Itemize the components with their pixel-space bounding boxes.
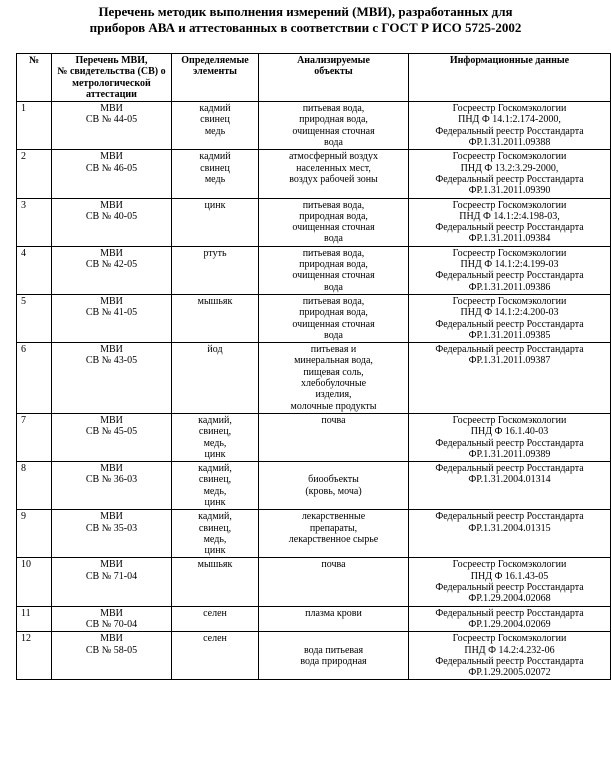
- cell-elements: [172, 632, 259, 680]
- cell-elements-line: кадмий,: [198, 463, 232, 475]
- cell-info-line: Госреестр Госкомэкологии: [452, 633, 567, 645]
- cell-objects-line: очищенная сточная: [292, 222, 375, 234]
- cell-elements-line: йод: [207, 344, 223, 356]
- cell-elements-line: мышьяк: [197, 559, 233, 571]
- table-header-row: [17, 54, 611, 102]
- cell-objects-line: биообъекты: [308, 474, 359, 486]
- cell-elements-line: кадмий,: [198, 511, 232, 523]
- cell-elements-line: селен: [203, 607, 227, 619]
- cell-objects-line: почва: [321, 559, 346, 571]
- cell-elements: [172, 413, 259, 461]
- cell-elements: [172, 462, 259, 510]
- cell-info-line: Федеральный реестр Росстандарта: [435, 582, 584, 594]
- cell-objects-line: [262, 463, 405, 474]
- cell-objects: [259, 198, 409, 246]
- cell-elements-line: ртуть: [203, 247, 227, 259]
- cell-objects-line: очищенная сточная: [292, 318, 375, 330]
- cell-objects-line: вода: [324, 233, 343, 245]
- table-row: [17, 150, 611, 198]
- cell-objects-line: питьевая вода,: [302, 295, 365, 307]
- cell-info: [409, 413, 611, 461]
- cell-objects-line: атмосферный воздух: [288, 151, 379, 163]
- header-elements: Определяемые элементы: [172, 54, 259, 102]
- cell-num: 10: [17, 558, 52, 606]
- cell-num: 3: [17, 198, 52, 246]
- cell-objects-line: изделия,: [315, 389, 352, 401]
- cell-info-line: Федеральный реестр Росстандарта: [435, 437, 584, 449]
- cell-elements-line: кадмий: [199, 103, 231, 115]
- table-body: [17, 102, 611, 680]
- cell-info-line: ФР.1.29.2005.02072: [468, 667, 551, 679]
- cell-mvi-line: МВИ: [100, 414, 123, 426]
- cell-objects: [259, 632, 409, 680]
- cell-objects-line: населенных мест,: [296, 162, 371, 174]
- cell-mvi-line: СВ № 40-05: [85, 210, 138, 222]
- cell-objects-line: плазма крови: [305, 607, 362, 619]
- cell-objects-line: питьевая и: [310, 344, 357, 356]
- cell-mvi: [52, 606, 172, 632]
- cell-info-line: ФР.1.31.2011.09387: [468, 355, 551, 367]
- cell-mvi: [52, 102, 172, 150]
- cell-info: [409, 558, 611, 606]
- cell-num: 6: [17, 343, 52, 414]
- table-row: [17, 413, 611, 461]
- cell-elements-line: свинец: [200, 162, 230, 174]
- cell-objects-line: хлебобулочные: [300, 378, 367, 390]
- cell-info-line: Госреестр Госкомэкологии: [452, 151, 567, 163]
- cell-info-line: ФР.1.31.2011.09390: [468, 185, 551, 197]
- cell-info: [409, 343, 611, 414]
- cell-mvi-line: СВ № 58-05: [85, 644, 138, 656]
- cell-objects-line: вода: [324, 281, 343, 293]
- cell-elements: [172, 510, 259, 558]
- cell-mvi-line: СВ № 70-04: [85, 618, 138, 630]
- cell-objects-line: молочные продукты: [290, 400, 377, 412]
- cell-num: 9: [17, 510, 52, 558]
- cell-mvi-line: СВ № 71-04: [85, 570, 138, 582]
- cell-info-line: ПНД Ф 16.1.40-03: [470, 426, 549, 438]
- cell-info-line: ПНД Ф 14.2:4.232-06: [464, 644, 555, 656]
- cell-objects-line: питьевая вода,: [302, 199, 365, 211]
- cell-objects-line: (кровь, моча): [305, 485, 362, 497]
- cell-info: [409, 510, 611, 558]
- cell-objects-line: вода природная: [300, 655, 367, 667]
- cell-info-line: Госреестр Госкомэкологии: [452, 295, 567, 307]
- cell-num: 5: [17, 294, 52, 342]
- cell-info-line: Госреестр Госкомэкологии: [452, 103, 567, 115]
- cell-info-line: Госреестр Госкомэкологии: [452, 559, 567, 571]
- cell-mvi-line: МВИ: [100, 607, 123, 619]
- cell-mvi: [52, 510, 172, 558]
- cell-mvi-line: СВ № 43-05: [85, 355, 138, 367]
- cell-info-line: Федеральный реестр Росстандарта: [435, 222, 584, 234]
- cell-objects: [259, 246, 409, 294]
- document-title: [0, 4, 611, 36]
- cell-info: [409, 294, 611, 342]
- cell-objects-line: лекарственное сырье: [288, 533, 379, 545]
- cell-mvi-line: СВ № 45-05: [85, 426, 138, 438]
- cell-elements: [172, 606, 259, 632]
- cell-objects-line: очищенная сточная: [292, 270, 375, 282]
- cell-mvi-line: МВИ: [100, 633, 123, 645]
- cell-info-line: Федеральный реестр Росстандарта: [435, 270, 584, 282]
- cell-mvi: [52, 198, 172, 246]
- cell-objects-line: вода питьевая: [303, 644, 364, 656]
- cell-info-line: Федеральный реестр Росстандарта: [435, 607, 584, 619]
- cell-info-line: ФР.1.31.2011.09386: [468, 281, 551, 293]
- table-row: [17, 510, 611, 558]
- cell-objects: [259, 102, 409, 150]
- cell-info: [409, 246, 611, 294]
- cell-info: [409, 462, 611, 510]
- cell-elements-line: медь: [204, 173, 226, 185]
- cell-elements-line: кадмий,: [198, 414, 232, 426]
- cell-info-line: ФР.1.31.2004.01314: [468, 474, 551, 486]
- cell-info: [409, 102, 611, 150]
- cell-objects: [259, 294, 409, 342]
- cell-objects-line: природная вода,: [299, 210, 368, 222]
- cell-objects: [259, 510, 409, 558]
- cell-elements-line: свинец: [200, 114, 230, 126]
- table-row: [17, 102, 611, 150]
- cell-elements-line: медь: [204, 125, 226, 137]
- cell-info-line: Федеральный реестр Росстандарта: [435, 344, 584, 356]
- cell-num: 2: [17, 150, 52, 198]
- cell-info: [409, 150, 611, 198]
- cell-info-line: ФР.1.31.2011.09389: [468, 448, 551, 460]
- cell-objects: [259, 343, 409, 414]
- cell-num: 4: [17, 246, 52, 294]
- cell-mvi: [52, 343, 172, 414]
- cell-mvi-line: МВИ: [100, 559, 123, 571]
- title-line: приборов АВА и аттестованных в соответствии с ГОСТ Р ИСО 5725-2002: [89, 20, 522, 35]
- cell-info-line: ФР.1.29.2004.02068: [468, 593, 551, 605]
- cell-mvi-line: СВ № 44-05: [85, 114, 138, 126]
- cell-info-line: ПНД Ф 14.1:2:4.199-03: [460, 259, 559, 271]
- cell-mvi-line: МВИ: [100, 247, 123, 259]
- cell-elements: [172, 102, 259, 150]
- cell-info-line: Госреестр Госкомэкологии: [452, 199, 567, 211]
- cell-objects-line: питьевая вода,: [302, 247, 365, 259]
- cell-elements-line: медь,: [203, 533, 227, 545]
- cell-info: [409, 606, 611, 632]
- cell-info-line: ПНД Ф 14.1:2:4.200-03: [460, 307, 559, 319]
- cell-mvi-line: МВИ: [100, 151, 123, 163]
- cell-num: 12: [17, 632, 52, 680]
- table-row: [17, 606, 611, 632]
- cell-mvi: [52, 558, 172, 606]
- cell-mvi-line: МВИ: [100, 344, 123, 356]
- cell-info-line: Федеральный реестр Росстандарта: [435, 655, 584, 667]
- cell-elements: [172, 343, 259, 414]
- table-row: [17, 294, 611, 342]
- cell-mvi-line: СВ № 35-03: [85, 522, 138, 534]
- cell-info-line: ФР.1.31.2011.09388: [468, 137, 551, 149]
- title-line: Перечень методик выполнения измерений (МВИ), разработанных для: [98, 4, 513, 19]
- cell-elements-line: свинец,: [198, 474, 232, 486]
- header-objects: Анализируемые объекты: [259, 54, 409, 102]
- cell-mvi: [52, 462, 172, 510]
- table-row: [17, 198, 611, 246]
- cell-objects: [259, 413, 409, 461]
- cell-mvi: [52, 246, 172, 294]
- cell-objects-line: лекарственные: [301, 511, 366, 523]
- cell-mvi-line: СВ № 41-05: [85, 307, 138, 319]
- cell-info-line: ПНД Ф 14.1:2.174-2000,: [458, 114, 561, 126]
- cell-info-line: Федеральный реестр Росстандарта: [435, 173, 584, 185]
- cell-elements-line: медь,: [203, 485, 227, 497]
- header-num: №: [17, 54, 52, 102]
- cell-elements-line: цинк: [204, 545, 226, 557]
- cell-elements: [172, 150, 259, 198]
- cell-info-line: ПНД Ф 14.1:2:4.198-03,: [459, 210, 560, 222]
- cell-objects-line: питьевая вода,: [302, 103, 365, 115]
- cell-info-line: ПНД Ф 16.1.43-05: [470, 570, 549, 582]
- cell-objects-line: воздух рабочей зоны: [289, 173, 378, 185]
- cell-mvi-line: МВИ: [100, 103, 123, 115]
- cell-info-line: Федеральный реестр Росстандарта: [435, 463, 584, 475]
- cell-info-line: Федеральный реестр Росстандарта: [435, 511, 584, 523]
- cell-objects: [259, 606, 409, 632]
- cell-objects-line: минеральная вода,: [294, 355, 373, 367]
- cell-info-line: ПНД Ф 13.2:3.29-2000,: [460, 162, 559, 174]
- cell-elements: [172, 294, 259, 342]
- cell-mvi-line: МВИ: [100, 463, 123, 475]
- table-row: [17, 246, 611, 294]
- cell-objects-line: вода: [324, 137, 343, 149]
- cell-objects-line: природная вода,: [299, 114, 368, 126]
- cell-info-line: ФР.1.29.2004.02069: [468, 618, 551, 630]
- table-row: [17, 558, 611, 606]
- cell-elements-line: свинец,: [198, 522, 232, 534]
- cell-objects: [259, 150, 409, 198]
- cell-objects-line: почва: [321, 414, 346, 426]
- cell-num: 11: [17, 606, 52, 632]
- cell-elements-line: цинк: [204, 448, 226, 460]
- cell-mvi: [52, 413, 172, 461]
- cell-objects-line: очищенная сточная: [292, 125, 375, 137]
- cell-num: 8: [17, 462, 52, 510]
- cell-elements-line: селен: [203, 633, 227, 645]
- cell-objects: [259, 462, 409, 510]
- cell-info-line: Госреестр Госкомэкологии: [452, 247, 567, 259]
- cell-elements-line: мышьяк: [197, 295, 233, 307]
- cell-objects-line: природная вода,: [299, 307, 368, 319]
- cell-mvi-line: СВ № 36-03: [85, 474, 138, 486]
- cell-objects-line: пищевая соль,: [303, 366, 364, 378]
- header-info: Информационные данные: [409, 54, 611, 102]
- cell-num: 1: [17, 102, 52, 150]
- cell-mvi: [52, 632, 172, 680]
- cell-info-line: ФР.1.31.2011.09385: [468, 329, 551, 341]
- cell-mvi-line: МВИ: [100, 511, 123, 523]
- cell-info-line: Федеральный реестр Росстандарта: [435, 125, 584, 137]
- cell-mvi-line: МВИ: [100, 295, 123, 307]
- cell-elements-line: цинк: [204, 496, 226, 508]
- cell-objects-line: [262, 633, 405, 644]
- cell-mvi: [52, 294, 172, 342]
- cell-mvi: [52, 150, 172, 198]
- cell-num: 7: [17, 413, 52, 461]
- cell-mvi-line: СВ № 42-05: [85, 259, 138, 271]
- header-mvi: Перечень МВИ, № свидетельства (СВ) о метрологической аттестации: [52, 54, 172, 102]
- cell-objects: [259, 558, 409, 606]
- cell-elements: [172, 198, 259, 246]
- cell-objects-line: препараты,: [309, 522, 358, 534]
- cell-objects-line: вода: [324, 329, 343, 341]
- table-row: [17, 343, 611, 414]
- cell-elements-line: медь,: [203, 437, 227, 449]
- cell-info-line: Федеральный реестр Росстандарта: [435, 318, 584, 330]
- cell-info-line: ФР.1.31.2011.09384: [468, 233, 551, 245]
- cell-elements-line: свинец,: [198, 426, 232, 438]
- cell-elements-line: кадмий: [199, 151, 231, 163]
- methods-table: [16, 53, 611, 680]
- cell-elements: [172, 558, 259, 606]
- cell-mvi-line: СВ № 46-05: [85, 162, 138, 174]
- table-row: [17, 632, 611, 680]
- cell-elements-line: цинк: [204, 199, 226, 211]
- cell-info-line: ФР.1.31.2004.01315: [468, 522, 551, 534]
- table-row: [17, 462, 611, 510]
- cell-info: [409, 632, 611, 680]
- cell-info-line: Госреестр Госкомэкологии: [452, 414, 567, 426]
- cell-info: [409, 198, 611, 246]
- cell-elements: [172, 246, 259, 294]
- cell-objects-line: природная вода,: [299, 259, 368, 271]
- cell-mvi-line: МВИ: [100, 199, 123, 211]
